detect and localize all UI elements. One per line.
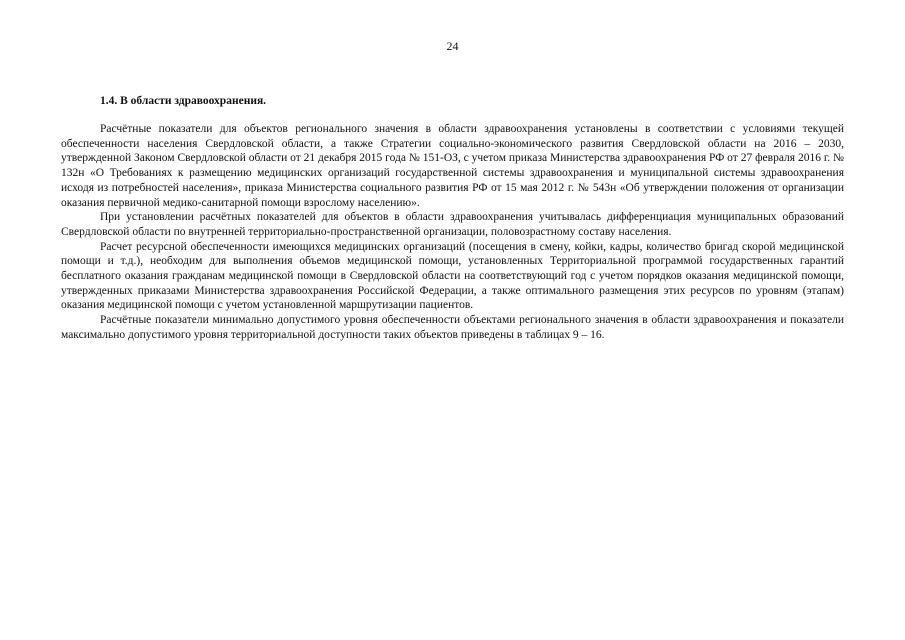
body-text	[61, 122, 844, 343]
section-heading: 1.4. В области здравоохранения.	[100, 95, 267, 107]
paragraph-resource-calculation: Расчет ресурсной обеспеченности имеющихся медицинских организаций (посещения в смену, койки, кадры, количество бригад скорой медицинской помощи и т.д.), необходим для выполнения объемов медицинской помощи, установленных Территориальной программой государственных гарантий бесплатного оказания гражданам медицинской помощи в Свердловской области на соответствующий год с учетом порядков оказания медицинской помощи, утвержденных приказами Министерства здравоохранения Российской Федерации, а также оптимального размещения этих ресурсов по уровням (этапам) оказания медицинской помощи с учетом установленной маршрутизации пациентов.	[61, 240, 844, 312]
paragraph-regulatory-basis: Расчётные показатели для объектов регионального значения в области здравоохранения установлены в соответствии с условиями текущей обеспеченности населения Свердловской области, а также Стратегии социально-экономического развития Свердловской области на 2016 – 2030, утвержденной Законом Свердловской области от 21 декабря 2015 года № 151-ОЗ, с учетом приказа Министерства здравоохранения РФ от 27 февраля 2016 г. № 132н «О Требованиях к размещению медицинских организаций государственной системы здравоохранения и муниципальной системы здравоохранения исходя из потребностей населения», приказа Министерства социального развития РФ от 15 мая 2012 г. № 543н «Об утверждении положения от организации оказания первичной медико-санитарной помощи взрослому населению».	[61, 123, 844, 209]
page-number: 24	[446, 39, 459, 53]
paragraph-tables-reference: Расчётные показатели минимально допустимого уровня обеспеченности объектами регионального значения в области здравоохранения и показатели максимально допустимого уровня территориальной доступности таких объектов приведены в таблицах 9 – 16.	[61, 314, 844, 341]
paragraph-differentiation: При установлении расчётных показателей для объектов в области здравоохранения учитывалась дифференциация муниципальных образований Свердловской области по внутренней территориально-пространственной организации, половозрастному составу населения.	[61, 211, 844, 238]
